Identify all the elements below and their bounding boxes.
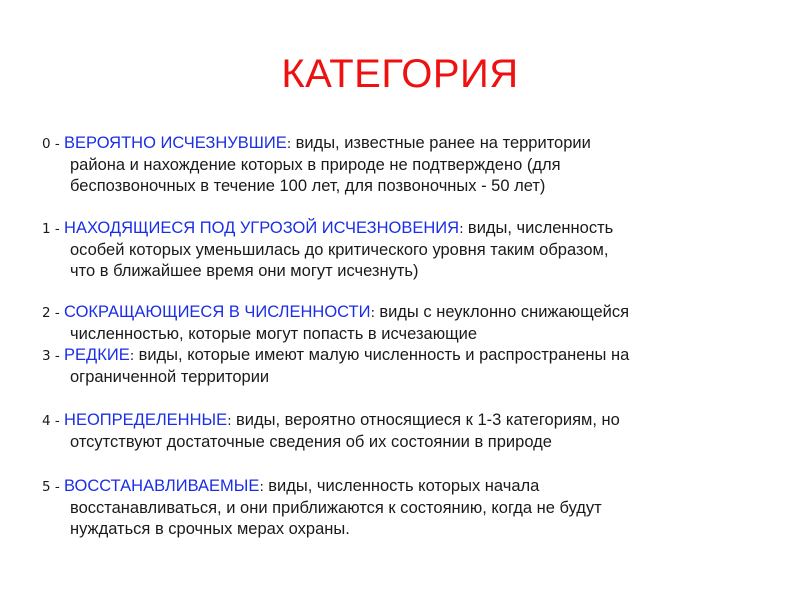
category-item-4 xyxy=(42,410,762,453)
category-description-line: особей которых уменьшилась до критического уровня таким образом, xyxy=(70,241,609,259)
category-item-3 xyxy=(42,345,762,388)
category-term: НАХОДЯЩИЕСЯ ПОД УГРОЗОЙ ИСЧЕЗНОВЕНИЯ xyxy=(64,219,460,237)
category-item-2 xyxy=(42,302,762,345)
category-description-line: виды, вероятно относящиеся к 1-3 категориям, но xyxy=(235,411,620,429)
category-term: РЕДКИЕ xyxy=(64,346,130,364)
category-item-1 xyxy=(42,218,762,282)
category-colon: : xyxy=(459,221,468,237)
category-number: 2 - xyxy=(42,305,65,321)
category-description-line: ограниченной территории xyxy=(70,368,270,386)
category-number: 4 - xyxy=(42,413,65,429)
category-description-line: района и нахождение которых в природе не подтверждено (для xyxy=(70,156,561,174)
category-item-5 xyxy=(42,476,762,540)
category-colon: : xyxy=(370,305,380,321)
category-item-0 xyxy=(42,133,762,197)
category-description-line: численностью, которые могут попасть в исчезающие xyxy=(70,325,478,343)
category-number: 0 - xyxy=(42,136,65,152)
slide-title: КАТЕГОРИЯ xyxy=(281,52,519,96)
category-term: ВЕРОЯТНО ИСЧЕЗНУВШИЕ xyxy=(64,134,287,152)
category-description-line: виды с неуклонно снижающейся xyxy=(379,303,630,321)
category-term: НЕОПРЕДЕЛЕННЫЕ xyxy=(64,411,228,429)
category-description-line: что в ближайшее время они могут исчезнуть) xyxy=(70,262,419,280)
category-description-line: виды, численность которых начала xyxy=(268,477,540,495)
category-number: 1 - xyxy=(42,221,65,237)
category-colon: : xyxy=(286,136,296,152)
category-description-line: беспозвоночных в течение 100 лет, для позвоночных - 50 лет) xyxy=(70,177,546,195)
category-number: 5 - xyxy=(42,479,65,495)
category-description-line: нуждаться в срочных мерах охраны. xyxy=(70,520,350,538)
category-number: 3 - xyxy=(42,348,65,364)
category-description-line: виды, известные ранее на территории xyxy=(295,134,591,152)
category-description-line: отсутствуют достаточные сведения об их состоянии в природе xyxy=(70,433,552,451)
category-colon: : xyxy=(259,479,269,495)
category-term: СОКРАЩАЮЩИЕСЯ В ЧИСЛЕННОСТИ xyxy=(64,303,371,321)
category-description-line: виды, которые имеют малую численность и распространены на xyxy=(138,346,630,364)
category-description-line: виды, численность xyxy=(467,219,614,237)
category-colon: : xyxy=(129,348,139,364)
category-term: ВОССТАНАВЛИВАЕМЫЕ xyxy=(64,477,260,495)
category-description-line: восстанавливаться, и они приближаются к состоянию, когда не будут xyxy=(70,499,602,517)
category-colon: : xyxy=(227,413,236,429)
